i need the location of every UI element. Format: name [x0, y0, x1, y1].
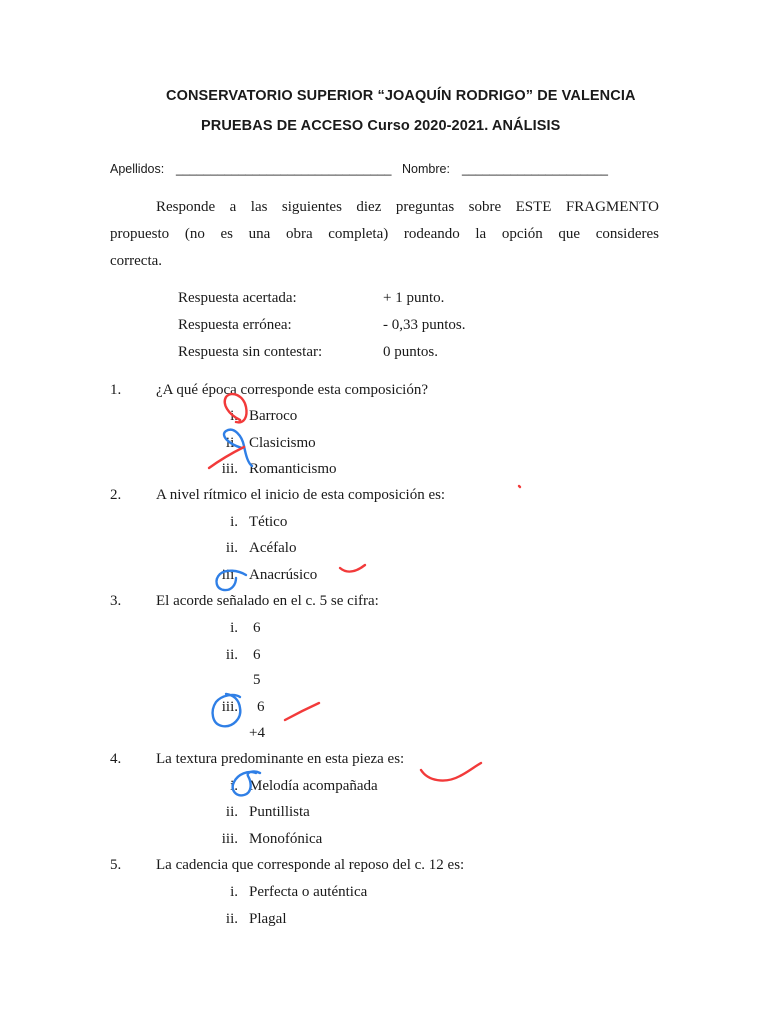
- question-text: La textura predominante en esta pieza es:: [156, 751, 405, 767]
- scoring-label: Respuesta acertada:: [178, 290, 297, 306]
- scoring-value: 0 puntos.: [383, 344, 439, 360]
- option-text[interactable]: Anacrúsico: [249, 567, 318, 583]
- scoring-value: - 0,33 puntos.: [383, 317, 466, 333]
- red-dot-mark: [519, 486, 520, 487]
- option-text[interactable]: Monofónica: [249, 831, 323, 847]
- option-numeral: i.: [230, 514, 238, 530]
- option-text[interactable]: Acéfalo: [249, 540, 297, 556]
- option-text[interactable]: 6: [253, 647, 261, 663]
- option-numeral: i.: [230, 884, 238, 900]
- question-number: 2.: [110, 487, 122, 503]
- option-numeral: ii.: [225, 435, 238, 451]
- option-numeral: ii.: [225, 804, 238, 820]
- option-numeral: iii.: [221, 461, 238, 477]
- red-stroke-mark: [285, 703, 319, 720]
- question-text: El acorde señalado en el c. 5 se cifra:: [156, 593, 379, 609]
- option-numeral: i.: [230, 408, 238, 424]
- question-text: ¿A qué época corresponde esta composición?: [156, 382, 428, 398]
- option-text[interactable]: 6: [257, 699, 265, 715]
- instructions-line-3: correcta.: [110, 253, 163, 269]
- option-text[interactable]: Plagal: [249, 911, 287, 927]
- question-text: A nivel rítmico el inicio de esta composición es:: [156, 487, 446, 503]
- option-text[interactable]: Puntillista: [249, 804, 310, 820]
- option-text[interactable]: Clasicismo: [249, 435, 316, 451]
- instructions-line-2: propuesto (no es una obra completa) rodeando la opción que consideres: [110, 226, 659, 242]
- option-text[interactable]: Tético: [249, 514, 288, 530]
- question-text: La cadencia que corresponde al reposo del c. 12 es:: [156, 857, 465, 873]
- scoring-label: Respuesta sin contestar:: [178, 344, 323, 360]
- apellidos-field[interactable]: _______________________________: [176, 162, 392, 176]
- option-text[interactable]: Barroco: [249, 408, 298, 424]
- red-tick-mark: [340, 565, 365, 572]
- nombre-field[interactable]: _____________________: [462, 162, 608, 176]
- option-numeral: ii.: [225, 540, 238, 556]
- apellidos-label: Apellidos:: [110, 162, 165, 176]
- question-number: 5.: [110, 857, 122, 873]
- red-curve-mark: [421, 763, 481, 781]
- option-numeral: i.: [230, 778, 238, 794]
- option-numeral: i.: [230, 620, 238, 636]
- option-text[interactable]: 6: [253, 620, 261, 636]
- option-numeral: iii.: [221, 699, 238, 715]
- instructions-line-1: Responde a las siguientes diez preguntas sobre ESTE FRAGMENTO: [156, 199, 659, 215]
- question-number: 4.: [110, 751, 122, 767]
- option-numeral: iii.: [221, 567, 238, 583]
- option-text[interactable]: Perfecta o auténtica: [249, 884, 368, 900]
- option-text[interactable]: Romanticismo: [249, 461, 337, 477]
- question-number: 1.: [110, 382, 122, 398]
- nombre-label: Nombre:: [402, 162, 450, 176]
- option-figure-sub: 5: [253, 672, 261, 688]
- scoring-value: + 1 punto.: [383, 290, 445, 306]
- option-numeral: ii.: [225, 911, 238, 927]
- option-text[interactable]: Melodía acompañada: [249, 778, 378, 794]
- option-numeral: iii.: [221, 831, 238, 847]
- header-institution: CONSERVATORIO SUPERIOR “JOAQUÍN RODRIGO” DE VALENCIA: [166, 88, 636, 104]
- scoring-label: Respuesta errónea:: [178, 317, 292, 333]
- header-exam-title: PRUEBAS DE ACCESO Curso 2020-2021. ANÁLISIS: [201, 118, 561, 134]
- option-figure-sub: +4: [249, 725, 265, 741]
- option-numeral: ii.: [225, 647, 238, 663]
- question-number: 3.: [110, 593, 122, 609]
